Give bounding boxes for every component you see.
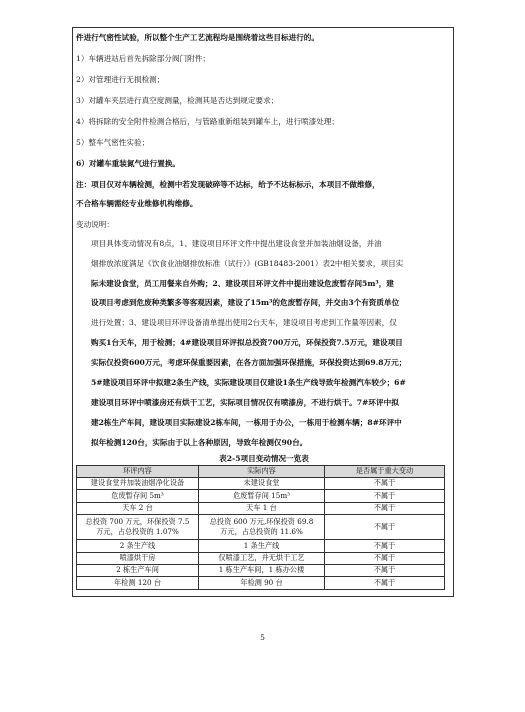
paragraph-line: 建设项目环评中喷漆房还有烘干工艺，实际项目情况仅有喷漆房，不进行烘干。7#环评中拟 xyxy=(91,397,399,407)
paragraph-line: 设项目考虑到危废种类繁多等客观因素，建设了15m³的危废暂存间，并交由3个有资质单位 xyxy=(91,298,400,308)
paragraph-line: 购买1台天车，用于检测；4#建设项目环评拟总投资700万元，环保投资7.5万元，建设项目 xyxy=(91,338,403,348)
paragraph-line: 实际仅投资600万元，考虑环保重要因素，在各方面加强环保措施，环保投资达到69.8万元； xyxy=(91,358,407,368)
note-line-2: 不合格车辆需经专业维修机构维修。 xyxy=(76,199,198,209)
paragraph-line: 拟年检测120台，实际由于以上各种原因，导致年检测仅90台。 xyxy=(91,437,308,447)
cell-eia-line: 总投资 700 万元，环保投资 7.5 xyxy=(85,516,190,526)
cell-actual: 未建设食堂 xyxy=(199,478,325,490)
cell-eia: 2 条生产线 xyxy=(77,540,199,552)
header-major-change: 是否属于重大变动 xyxy=(325,465,445,477)
process-step-2: 2）对管理进行无损检测； xyxy=(76,75,165,84)
process-step-4: 4）将拆除的安全附件检测合格后，与管路重新组装到罐车上，进行喷漆处理； xyxy=(76,117,340,126)
table-row xyxy=(77,577,445,589)
cell-major: 不属于 xyxy=(325,478,445,490)
cell-major: 不属于 xyxy=(325,502,445,514)
paragraph-line: 际未建设食堂，员工用餐来自外购；2、建设项目环评文件中提出建设危废暂存间5m³，建 xyxy=(91,278,394,288)
change-heading: 变动说明： xyxy=(76,220,114,230)
cell-eia: 2 栋生产车间 xyxy=(77,564,199,576)
cell-major: 不属于 xyxy=(325,564,445,576)
paragraph-line: 5#建设项目环评中拟建2条生产线，实际建设项目仅建设1条生产线导致年检测汽车较少；6# xyxy=(91,378,406,388)
intro-line: 件进行气密性试验，所以整个生产工艺流程均是围绕着这些目标进行的。 xyxy=(76,33,319,42)
table-row xyxy=(77,490,445,502)
paragraph-line: 进行处置；3、建设项目环评设备清单提出使用2台天车，建设项目考虑到工作量等因素，仅 xyxy=(91,318,397,328)
table-caption: 表2-5项目变动情况一览表 xyxy=(219,453,309,463)
change-paragraph xyxy=(76,234,452,453)
page-number: 5 xyxy=(260,633,265,642)
cell-eia: 危废暂存间 5m³ xyxy=(77,490,199,502)
cell-eia: 年检测 120 台 xyxy=(77,577,199,589)
cell-actual-line: 万元，占总投资的 11.6% xyxy=(220,527,303,537)
paragraph-line: 建2栋生产车间，建设项目实际建设2栋车间，一栋用于办公，一栋用于检测车辆；8#环评中 xyxy=(91,417,402,427)
cell-actual: 天车 1 台 xyxy=(199,502,325,514)
change-table xyxy=(76,465,445,590)
document-body xyxy=(76,31,452,590)
note-line-1: 注：项目仅对车辆检测，检测中若发现破碎等不达标，给予不达标标示，本项目不做维修， xyxy=(76,180,380,189)
table-row xyxy=(77,540,445,552)
table-row xyxy=(77,515,445,540)
cell-eia: 喷漆烘干房 xyxy=(77,552,199,564)
process-step-3: 3）对罐车夹层进行真空度测量，检测其是否达到规定要求； xyxy=(76,96,279,105)
cell-actual: 1 栋生产车间，1 栋办公楼 xyxy=(199,564,325,576)
cell-actual: 1 条生产线 xyxy=(199,540,325,552)
table-row xyxy=(77,552,445,564)
table-header-row xyxy=(77,465,445,477)
cell-eia xyxy=(77,515,199,540)
cell-actual-line: 总投资 600 万元,环保投资 69.8 xyxy=(209,516,314,526)
cell-actual: 年检测 90 台 xyxy=(199,577,325,589)
header-eia-content: 环评内容 xyxy=(77,465,199,477)
cell-eia-line: 万元，占总投资的 1.07% xyxy=(96,527,179,537)
cell-major: 不属于 xyxy=(325,552,445,564)
cell-actual: 危废暂存间 15m³ xyxy=(199,490,325,502)
process-step-5: 5）整车气密性实验； xyxy=(76,138,150,147)
table-row xyxy=(77,564,445,576)
table-row xyxy=(77,502,445,514)
cell-eia: 天车 2 台 xyxy=(77,502,199,514)
paragraph-line: 项目具体变动情况有8点，1、建设项目环评文件中提出建设食堂并加装油烟设备，并油 xyxy=(91,238,382,248)
cell-major: 不属于 xyxy=(325,540,445,552)
process-step-6: 6）对罐车重装氮气进行置换。 xyxy=(76,159,181,168)
process-step-1: 1）车辆进站后首先拆除部分阀门附件； xyxy=(76,54,210,63)
cell-major: 不属于 xyxy=(325,577,445,589)
paragraph-line: 烟排放浓度满足《饮食业油烟排放标准（试行）》(GB18483-2001）表2中相关要求，项目实 xyxy=(91,258,404,268)
header-actual-content: 实际内容 xyxy=(199,465,325,477)
table-row xyxy=(77,478,445,490)
cell-major: 不属于 xyxy=(325,490,445,502)
cell-major: 不属于 xyxy=(325,515,445,540)
cell-actual xyxy=(199,515,325,540)
cell-actual: 仅喷漆工艺，并无烘干工艺 xyxy=(199,552,325,564)
cell-eia: 建设食堂并加装油烟净化设备 xyxy=(77,478,199,490)
